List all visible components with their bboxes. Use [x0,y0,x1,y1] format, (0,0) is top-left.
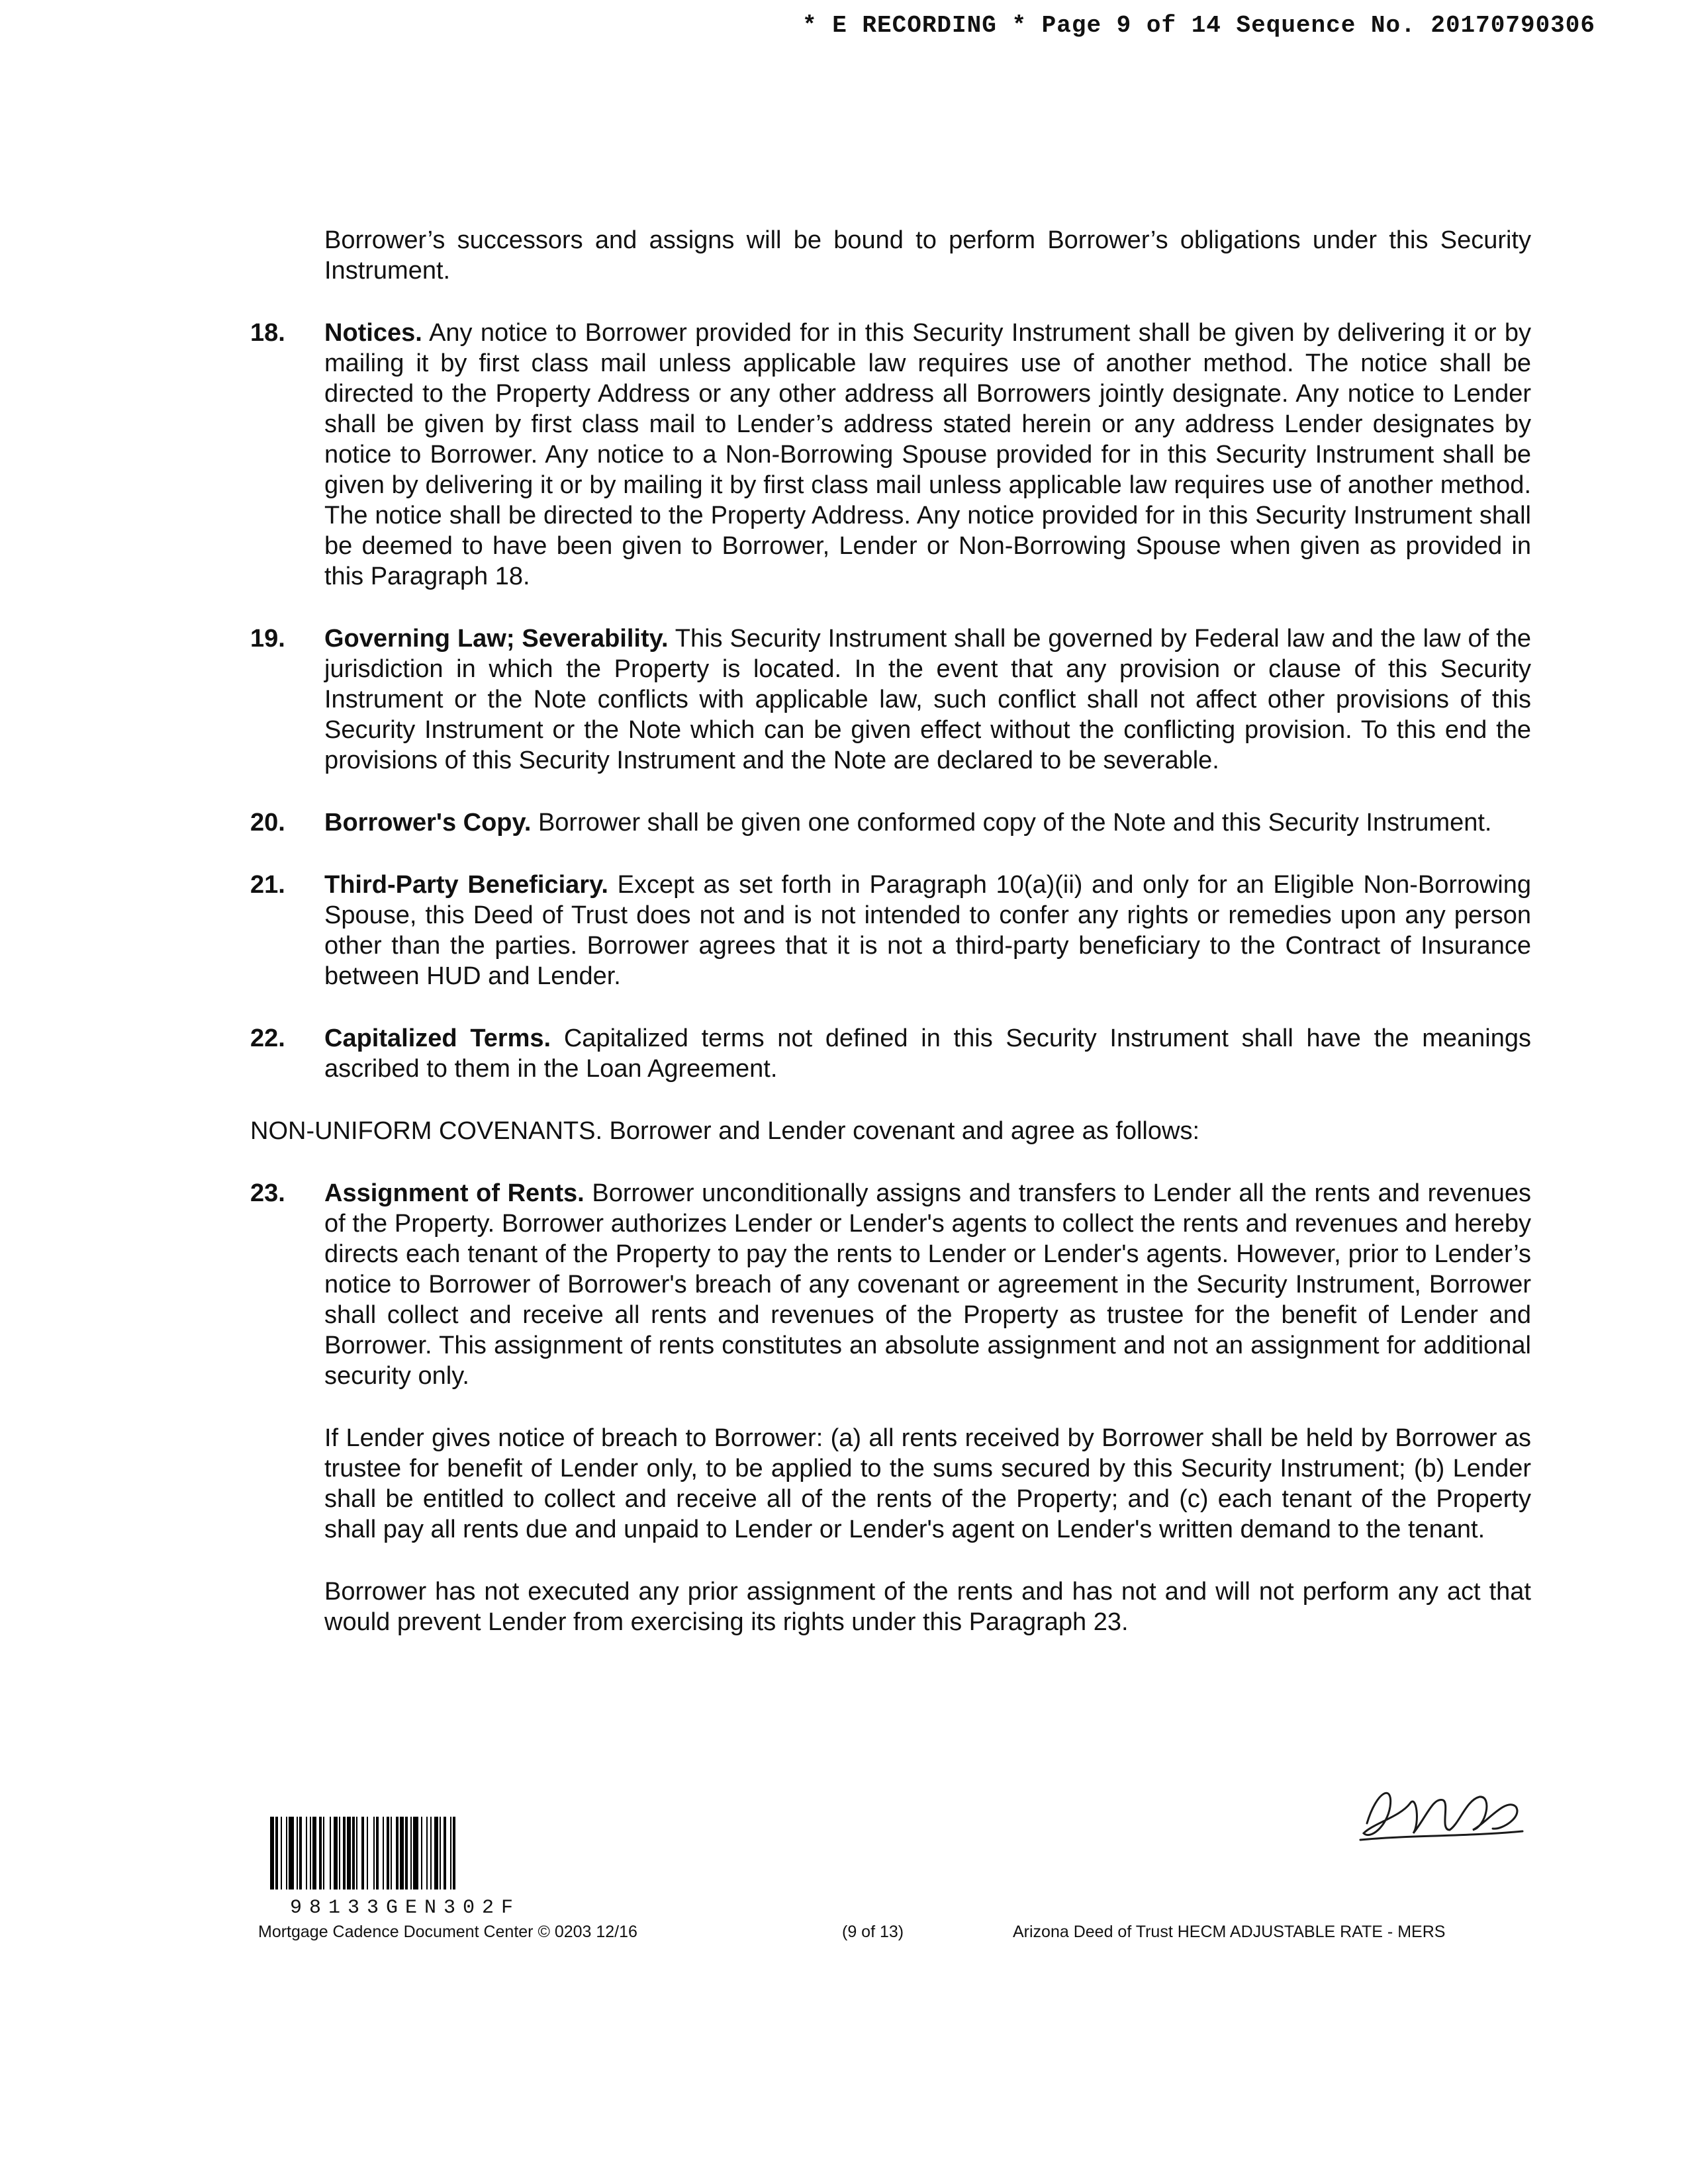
barcode-bar [361,1817,364,1889]
barcode-bar [453,1817,455,1889]
barcode-bar [289,1817,294,1889]
paragraph-19 [250,623,1531,776]
barcode-bar [343,1817,346,1889]
intro-paragraph: Borrower’s successors and assigns will be bound to perform Borrower’s obligations under this Security Instrument. [324,226,1531,285]
barcode-bar [405,1817,408,1889]
paragraph-body [324,1023,1531,1084]
paragraph-23-sub-1: If Lender gives notice of breach to Borrower: (a) all rents received by Borrower shall be held by Borrower as trustee for benefit of Lender only, to be applied to the sums secured by this Security Instrument; (b) Lender shall be entitled to collect and receive all of the rents of the Property; and (c) each tenant of the Property shall pay all rents due and unpaid to Lender or Lender's agent on Lender's written demand to the tenant. [324,1424,1531,1543]
barcode-bar [367,1817,368,1889]
initials-signature [1354,1777,1532,1850]
barcode-bar [306,1817,307,1889]
barcode-bar [281,1817,282,1889]
paragraph-heading: Capitalized Terms. [324,1024,551,1052]
paragraph-number: 20. [250,809,285,837]
footer-right: Arizona Deed of Trust HECM ADJUSTABLE RATE - MERS [1013,1923,1446,1941]
paragraph-20 [250,807,1531,838]
paragraph-heading: Notices. [324,319,422,347]
barcode-bar [334,1817,338,1889]
paragraph-number: 21. [250,871,285,899]
barcode-bar [391,1817,392,1889]
paragraph-23-sub-2: Borrower has not executed any prior assignment of the rents and has not and will not perform any act that would prevent Lender from exercising its rights under this Paragraph 23. [324,1578,1531,1636]
barcode-bar [286,1817,287,1889]
barcode-bar [434,1817,438,1889]
barcode-bar [421,1817,422,1889]
paragraph-text: Capitalized terms not defined in this Security Instrument shall have the meanings ascribed to them in the Loan Agreement. [324,1024,1531,1083]
footer-page-count: (9 of 13) [842,1923,904,1941]
barcode-bar [440,1817,441,1889]
barcode-bar [319,1817,322,1889]
barcode-bar [323,1817,324,1889]
paragraph-body [324,870,1531,991]
paragraph-text: Any notice to Borrower provided for in this Security Instrument shall be given by delivering it or by mailing it by first class mail unless applicable law requires use of another method. The notice shall be directed to the Property Address or any other address all Borrowers jointly designate. Any notice to Lender shall be given by first class mail to Lender’s address stated herein or any address Lender designates by notice to Borrower. Any notice to a Non-Borrowing Spouse provided for in this Security Instrument shall be given by delivering it or by mailing it by first class mail unless applicable law requires use of another method. The notice shall be directed to the Property Address. Any notice provided for in this Security Instrument shall be deemed to have been given to Borrower, Lender or Non-Borrowing Spouse when given as provided in this Paragraph 18. [324,319,1531,590]
barcode-bar [387,1817,389,1889]
barcode-bar [312,1817,316,1889]
barcode-bars [270,1817,581,1896]
paragraph-heading: Assignment of Rents. [324,1179,585,1207]
barcode-bar [383,1817,384,1889]
paragraph-text: Borrower unconditionally assigns and transfers to Lender all the rents and revenues of the Property. Borrower authorizes Lender or Lender's agents to collect the rents and revenues and hereby directs each tenant of the Property to pay the rents to Lender or Lender's agents. However, prior to Lender’s notice to Borrower of Borrower's breach of any covenant or agreement in the Security Instrument, Borrower shall collect and receive all rents and revenues of the Property as trustee for the benefit of Lender and Borrower. This assignment of rents constitutes an absolute assignment and not an assignment for additional security only. [324,1179,1531,1390]
barcode-bar [373,1817,375,1889]
barcode-bar [400,1817,404,1889]
barcode-bar [413,1817,418,1889]
barcode-bar [376,1817,379,1889]
paragraph-body [324,807,1531,838]
barcode-bar [352,1817,355,1889]
paragraph-body [324,1178,1531,1391]
document-body [250,225,1531,1669]
footer-left: Mortgage Cadence Document Center © 0203 12/16 [258,1923,637,1941]
paragraph-number: 19. [250,625,285,653]
barcode-bar [430,1817,432,1889]
barcode-bar [275,1817,278,1889]
paragraph-21 [250,870,1531,991]
paragraph-body [324,318,1531,592]
barcode-bar [347,1817,351,1889]
barcode [270,1817,581,1919]
barcode-bar [330,1817,331,1889]
paragraph-body [324,623,1531,776]
paragraph-heading: Borrower's Copy. [324,809,532,837]
paragraph-text: Except as set forth in Paragraph 10(a)(ii) and only for an Eligible Non-Borrowing Spouse, this Deed of Trust does not and is not intended to confer any rights or remedies upon any person other than the parties. Borrower agrees that it is not a third-party beneficiary to the Contract of Insurance between HUD and Lender. [324,871,1531,990]
paragraph-text: This Security Instrument shall be governed by Federal law and the law of the jurisdiction in which the Property is located. In the event that any provision or clause of this Security Instrument or the Note conflicts with applicable law, such conflict shall not affect other provisions of this Security Instrument or the Note which can be given effect without the conflicting provision. To this end the provisions of this Security Instrument and the Note are declared to be severable. [324,625,1531,774]
paragraph-heading: Third-Party Beneficiary. [324,871,608,899]
paragraph-22 [250,1023,1531,1084]
paragraph-23 [250,1178,1531,1391]
paragraph-number: 22. [250,1024,285,1052]
non-uniform-covenants: NON-UNIFORM COVENANTS. Borrower and Lender covenant and agree as follows: [250,1117,1199,1145]
barcode-bar [270,1817,274,1889]
paragraph-number: 18. [250,319,285,347]
barcode-text: 98133GEN302F [290,1897,521,1919]
barcode-bar [339,1817,340,1889]
barcode-bar [426,1817,428,1889]
recording-header: * E RECORDING * Page 9 of 14 Sequence No. 20170790306 [802,12,1595,39]
paragraph-18 [250,318,1531,592]
paragraph-number: 23. [250,1179,285,1207]
barcode-bar [444,1817,446,1889]
barcode-bar [356,1817,357,1889]
barcode-bar [410,1817,412,1889]
paragraph-text: Borrower shall be given one conformed copy of the Note and this Security Instrument. [531,809,1492,837]
barcode-bar [310,1817,311,1889]
barcode-bar [297,1817,298,1889]
paragraph-heading: Governing Law; Severability. [324,625,669,653]
barcode-bar [450,1817,451,1889]
barcode-bar [396,1817,399,1889]
barcode-bar [299,1817,302,1889]
